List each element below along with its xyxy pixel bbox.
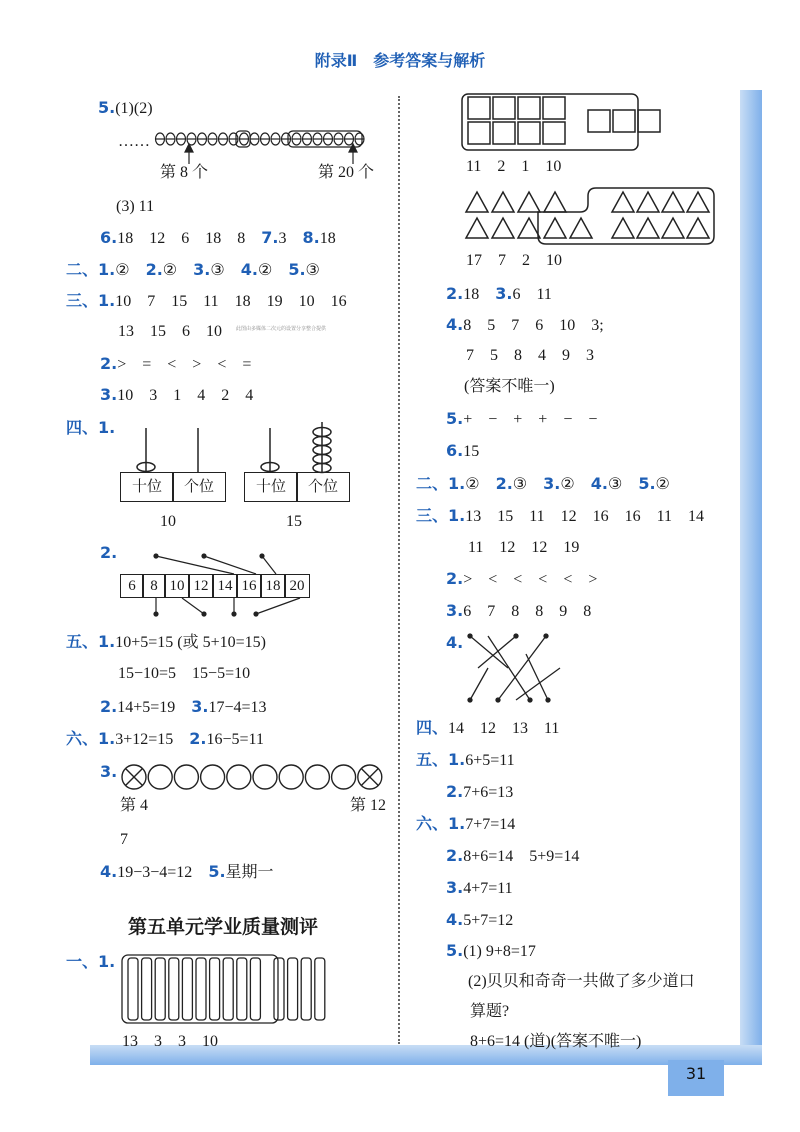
right-section-6-1: 六、1.7+7=14 (416, 814, 516, 833)
triangle (612, 218, 634, 238)
abacus2-ones: 个位 (296, 472, 350, 502)
bead (187, 133, 196, 145)
stick (196, 958, 206, 1020)
bead (250, 133, 259, 145)
left-q6-8: 6.18 12 6 18 8 7.3 8.18 (100, 228, 336, 247)
right-section-3-4: 4. (446, 633, 464, 652)
circle-right-label: 第 12 (350, 797, 387, 814)
triangle (544, 218, 566, 238)
stick (182, 958, 192, 1020)
circle-row (122, 765, 382, 789)
left-section-3-1b: 13 15 6 10 (118, 323, 223, 340)
triangle (544, 192, 566, 212)
circle (227, 765, 251, 789)
unit-title: 第五单元学业质量测评 (128, 916, 319, 938)
left-section-6-3: 3. (100, 762, 118, 781)
right-section-6-3: 3.4+7=11 (446, 878, 513, 897)
stick (274, 958, 284, 1020)
right-section-3-2: 2.> < < < < > (446, 569, 598, 588)
left-section-2: 二、1.② 2.② 3.③ 4.② 5.③ (66, 260, 320, 279)
circle (174, 765, 198, 789)
stick (315, 958, 325, 1020)
bead (208, 133, 217, 145)
bead (292, 133, 301, 145)
matching-lines (468, 634, 560, 702)
dots: …… (118, 133, 150, 150)
square (493, 97, 515, 119)
bead (177, 133, 186, 145)
bead (282, 133, 291, 145)
triangle (570, 218, 592, 238)
square (638, 110, 660, 132)
square (518, 97, 540, 119)
right-q6: 6.15 (446, 441, 480, 460)
circle (253, 765, 277, 789)
right-section-5-1: 五、1.6+5=11 (416, 750, 515, 769)
numline-links (154, 554, 300, 616)
triangle (637, 192, 659, 212)
right-q2-3: 2.18 3.6 11 (446, 284, 552, 303)
right-section-6-5d: 8+6=14 (道)(答案不唯一) (470, 1033, 642, 1050)
right-q4b: 7 5 8 4 9 3 (466, 347, 595, 364)
triangle (492, 218, 514, 238)
square (588, 110, 610, 132)
tiny-note: 此图由多媒体二次元的设置分享整合提供 (236, 326, 327, 332)
right-section-6-5a: 5.(1) 9+8=17 (446, 941, 536, 960)
sticks-bundle-box (122, 955, 278, 1023)
square (543, 97, 565, 119)
numline-cell: 20 (284, 574, 310, 598)
left-section-6-4: 4.19−3−4=12 5.星期一 (100, 862, 274, 881)
triangle (518, 192, 540, 212)
bead (303, 133, 312, 145)
circle-left-label: 第 4 (120, 797, 149, 814)
triangle (612, 192, 634, 212)
bead (156, 133, 165, 145)
numline-cell: 18 (260, 574, 286, 598)
circle (305, 765, 329, 789)
stick (155, 958, 165, 1020)
numline-cell: 8 (142, 574, 166, 598)
right-section-6-5c: 算题? (470, 1003, 510, 1020)
stick (210, 958, 220, 1020)
numline-cell: 6 (120, 574, 144, 598)
page-number: 31 (668, 1060, 724, 1096)
squares-answer: 11 2 1 10 (466, 158, 562, 175)
numline-cell: 14 (212, 574, 238, 598)
page-header: 附录Ⅱ 参考答案与解析 (314, 51, 486, 70)
abacus2 (261, 422, 331, 473)
abacus1 (137, 428, 198, 472)
bead (240, 133, 249, 145)
left-section-4-2: 2. (100, 543, 118, 562)
triangle (518, 218, 540, 238)
right-section-3-1: 三、1.13 15 11 12 16 16 11 14 (416, 506, 705, 525)
left-section-3-2: 2.> = < > < = (100, 354, 252, 373)
abacus1-ones: 个位 (172, 472, 226, 502)
label-8th: 第 8 个 (160, 164, 209, 181)
left-section-5-1: 五、1.10+5=15 (或 5+10=15) (66, 632, 266, 651)
bead-row (156, 131, 365, 164)
triangle (662, 218, 684, 238)
stick (169, 958, 179, 1020)
triangle (466, 192, 488, 212)
left-q5: 5.(1)(2) (98, 98, 153, 117)
right-section-6-4: 4.5+7=12 (446, 910, 514, 929)
abacus1-tens: 十位 (120, 472, 174, 502)
circle (332, 765, 356, 789)
abacus1-value: 10 (160, 513, 176, 530)
circle-answer: 7 (120, 831, 128, 848)
stick (142, 958, 152, 1020)
right-section-6-2: 2.8+6=14 5+9=14 (446, 846, 580, 865)
triangle (687, 218, 709, 238)
left-section-3-1: 三、1.10 7 15 11 18 19 10 16 (66, 291, 347, 310)
circle (279, 765, 303, 789)
circle (148, 765, 172, 789)
right-q4c: (答案不唯一) (464, 378, 555, 395)
bead (271, 133, 280, 145)
triangle (637, 218, 659, 238)
triangle (492, 192, 514, 212)
triangles-figure (466, 188, 714, 244)
left-q5-3: (3) 11 (116, 198, 155, 215)
stick (237, 958, 247, 1020)
bead (261, 133, 270, 145)
square (468, 122, 490, 144)
triangle (466, 218, 488, 238)
label-20th: 第 20 个 (318, 164, 375, 181)
bead (166, 133, 175, 145)
right-section-6-5b: (2)贝贝和奇奇一共做了多少道口 (468, 973, 695, 990)
right-section-4: 四、14 12 13 11 (416, 718, 560, 737)
square (493, 122, 515, 144)
sticks-figure (122, 955, 325, 1023)
circle (201, 765, 225, 789)
bead (345, 133, 354, 145)
numline-cell: 16 (236, 574, 262, 598)
right-section-3-1b: 11 12 12 19 (468, 539, 580, 556)
abacus2-tens: 十位 (244, 472, 298, 502)
right-section-5-2: 2.7+6=13 (446, 782, 514, 801)
abacus2-value: 15 (286, 513, 302, 530)
square (468, 97, 490, 119)
numline-cell: 10 (164, 574, 190, 598)
stick (288, 958, 298, 1020)
unit-q1: 一、1. (66, 952, 116, 971)
square (543, 122, 565, 144)
bead (229, 133, 238, 145)
stick (223, 958, 233, 1020)
left-section-3-3: 3.10 3 1 4 2 4 (100, 385, 254, 404)
right-section-3-3: 3.6 7 8 8 9 8 (446, 601, 592, 620)
unit-q1-answer: 13 3 3 10 (122, 1033, 219, 1050)
triangle (662, 192, 684, 212)
stick (250, 958, 260, 1020)
triangle (687, 192, 709, 212)
stick (128, 958, 138, 1020)
bead (219, 133, 228, 145)
square (613, 110, 635, 132)
bead (334, 133, 343, 145)
stick (301, 958, 311, 1020)
bead (324, 133, 333, 145)
bead (313, 133, 322, 145)
triangles-answer: 17 7 2 10 (466, 252, 563, 269)
bead (355, 133, 364, 145)
square (518, 122, 540, 144)
left-section-4: 四、1. (66, 418, 116, 437)
bead (198, 133, 207, 145)
squares-figure (462, 94, 660, 150)
left-section-5-2: 2.14+5=19 3.17−4=13 (100, 697, 267, 716)
left-section-5-1b: 15−10=5 15−5=10 (118, 665, 251, 682)
right-q5: 5.+ − + + − − (446, 409, 598, 428)
numline-cell: 12 (188, 574, 214, 598)
right-section-2: 二、1.② 2.③ 3.② 4.③ 5.② (416, 474, 670, 493)
left-section-6-1: 六、1.3+12=15 2.16−5=11 (66, 729, 264, 748)
right-q4a: 4.8 5 7 6 10 3; (446, 315, 604, 334)
